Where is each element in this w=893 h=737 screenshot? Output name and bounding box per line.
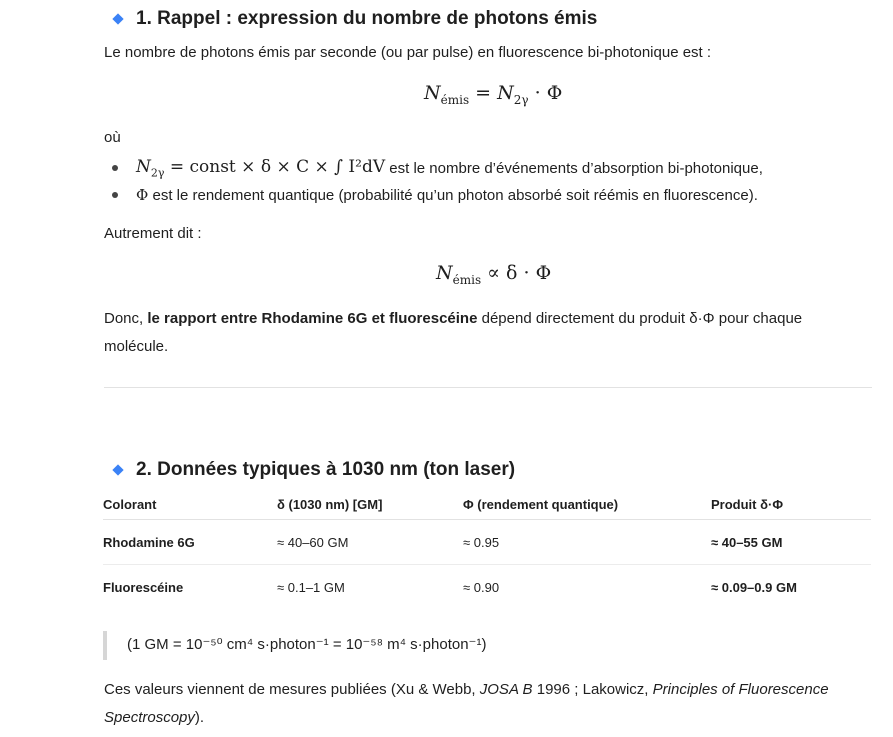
cell-product: ≈ 0.09–0.9 GM	[711, 579, 797, 595]
bullet-dot-icon	[112, 165, 118, 171]
equation-emitted-photons	[424, 82, 562, 107]
list-item	[112, 186, 758, 204]
eq2-lhs-sub: émis	[452, 272, 482, 287]
bullet-dot-icon	[112, 192, 118, 198]
header-colorant: Colorant	[103, 489, 277, 520]
header-delta: δ (1030 nm) [GM]	[277, 489, 463, 520]
source-journal: JOSA B	[479, 681, 533, 698]
header-product: Produit δ·Φ	[711, 489, 871, 520]
conclusion-bold: le rapport entre Rhodamine 6G et fluorescéine	[147, 310, 478, 327]
eq2-rhs: ∝ δ · Φ	[487, 262, 552, 284]
cell-delta: ≈ 0.1–1 GM	[277, 579, 345, 595]
bullet-1-math: $N_{2\gamma}$ = const × δ × C × ∫ I²dV	[136, 157, 386, 180]
bullet-2-math: Φ	[136, 186, 149, 204]
eq1-lhs: N	[424, 82, 441, 104]
conclusion-post: dépend directement du produit δ·Φ pour chaque molécule.	[104, 310, 803, 355]
unit-note-blockquote: (1 GM = 10⁻⁵⁰ cm⁴ s·photon⁻¹ = 10⁻⁵⁸ m⁴ s·photon⁻¹)	[103, 631, 486, 660]
data-table	[103, 489, 871, 609]
eq2-lhs: N	[436, 262, 453, 284]
bullet-1-text: est le nombre d’événements d’absorption bi-photonique,	[385, 159, 763, 177]
eq1-rhs: N	[497, 82, 514, 104]
ou-text: où	[104, 129, 121, 146]
cell-colorant: Fluorescéine	[103, 579, 184, 595]
bullet-2-text: est le rendement quantique (probabilité qu’un photon absorbé soit réémis en fluorescence).	[148, 186, 758, 204]
section-2-title: 2. Données typiques à 1030 nm (ton laser)	[136, 459, 516, 480]
intro-paragraph: Le nombre de photons émis par seconde (ou par pulse) en fluorescence bi-photonique est :	[104, 44, 712, 61]
table-row	[103, 520, 871, 565]
eq1-rhs-sub: 2γ	[513, 92, 529, 107]
source-pre: Ces valeurs viennent de mesures publiées (Xu & Webb,	[104, 681, 480, 698]
section-1-heading	[112, 8, 597, 30]
eq1-equals: =	[475, 82, 492, 104]
autrement-text: Autrement dit :	[104, 225, 202, 242]
cell-colorant: Rhodamine 6G	[103, 520, 277, 565]
cell-phi: ≈ 0.90	[463, 579, 500, 595]
diamond-bullet-icon	[112, 13, 123, 24]
eq1-tail: · Φ	[534, 82, 563, 104]
source-book: Principles of Fluorescence Spectroscopy	[104, 681, 829, 726]
cell-product: ≈ 40–55 GM	[711, 520, 871, 565]
cell-delta: ≈ 40–60 GM	[277, 520, 463, 565]
diamond-bullet-icon	[112, 464, 123, 475]
section-divider	[104, 387, 872, 388]
eq1-lhs-sub: émis	[440, 92, 470, 107]
table-row	[103, 565, 871, 610]
section-2-heading	[112, 459, 515, 481]
source-post: ).	[194, 709, 205, 726]
table-header-row	[103, 489, 871, 520]
cell-phi: ≈ 0.95	[463, 520, 711, 565]
section-1-title: 1. Rappel : expression du nombre de photons émis	[136, 8, 598, 29]
conclusion-pre: Donc,	[104, 310, 148, 327]
list-item	[112, 157, 763, 179]
equation-proportional	[436, 262, 551, 287]
header-phi: Φ (rendement quantique)	[463, 489, 711, 520]
conclusion-paragraph	[104, 305, 864, 361]
source-mid: 1996 ; Lakowicz,	[532, 681, 653, 698]
source-paragraph	[104, 676, 864, 732]
